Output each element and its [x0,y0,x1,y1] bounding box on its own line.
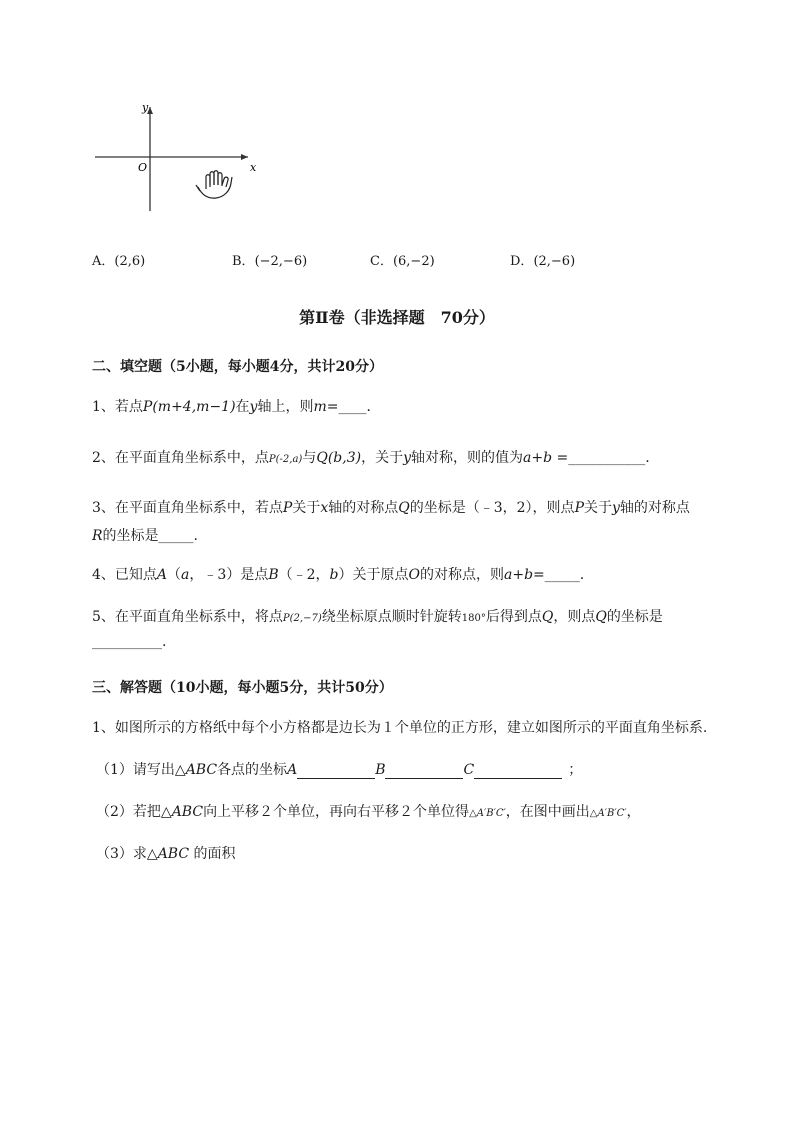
y-axis-label: y [142,101,149,114]
fill-question-3: 3、在平面直角坐标系中，若点P关于x轴的对称点Q的坐标是（﹣3，2），则点P关于y轴的对称点 [92,500,690,516]
section3-title: 三、解答题（10小题，每小题5分，共计50分） [92,680,393,696]
origin-label: O [138,161,148,174]
hand-icon [196,171,232,198]
fill-question-4: 4、已知点A（a，﹣3）是点B（﹣2，b）关于原点O的对称点，则a+b=_____. [92,567,585,583]
solve-question-1: 1、如图所示的方格纸中每个小方格都是边长为１个单位的正方形，建立如图所示的平面直角坐标系. [92,720,708,736]
choice-a[interactable]: A．(2,6) [92,254,146,269]
blank-a[interactable] [297,764,375,779]
x-axis-arrow [241,154,248,160]
section2-title: 二、填空题（5小题，每小题4分，共计20分） [92,359,383,375]
answer-blank[interactable]: 的坐标是_____. [102,528,198,544]
answer-blank[interactable]: ___________. [568,450,650,466]
fill-question-2: 2、在平面直角坐标系中，点P(-2,a)与Q(b,3)，关于y轴对称，则的值为a+b =___________. [92,450,650,466]
fill-question-5-line2 [92,634,166,650]
coordinate-figure [90,95,260,220]
solve-sub-3: （3）求△ABC 的面积 [96,846,236,862]
fill-question-3-line2: R的坐标是_____. [92,528,198,544]
x-axis-label: x [250,161,257,174]
answer-blank[interactable]: =_____. [533,567,585,583]
answer-blank[interactable]: __________. [92,634,167,650]
solve-sub-2: （2）若把△ABC向上平移２个单位，再向右平移２个单位得△A′B′C′，在图中画出△A′B′C′， [96,804,641,820]
choice-d[interactable]: D．(2,−6) [510,254,576,269]
fill-question-1: 1、若点P(m+4,m−1)在y轴上，则m=____． [92,399,381,415]
blank-b[interactable] [385,764,463,779]
part2-title: 第Ⅱ卷（非选择题 70分） [299,308,495,327]
answer-blank[interactable]: =____． [326,399,381,415]
choice-b[interactable]: B．(−2,−6) [232,254,308,269]
fill-question-5: 5、在平面直角坐标系中，将点P(2,−7)绕坐标原点顺时针旋转180°后得到点Q，则点Q的坐标是 [92,609,663,625]
solve-sub-1: （1）请写出△ABC各点的坐标A B C ； [96,762,583,778]
blank-c[interactable] [474,764,562,779]
choice-c[interactable]: C．(6,−2) [370,254,435,269]
